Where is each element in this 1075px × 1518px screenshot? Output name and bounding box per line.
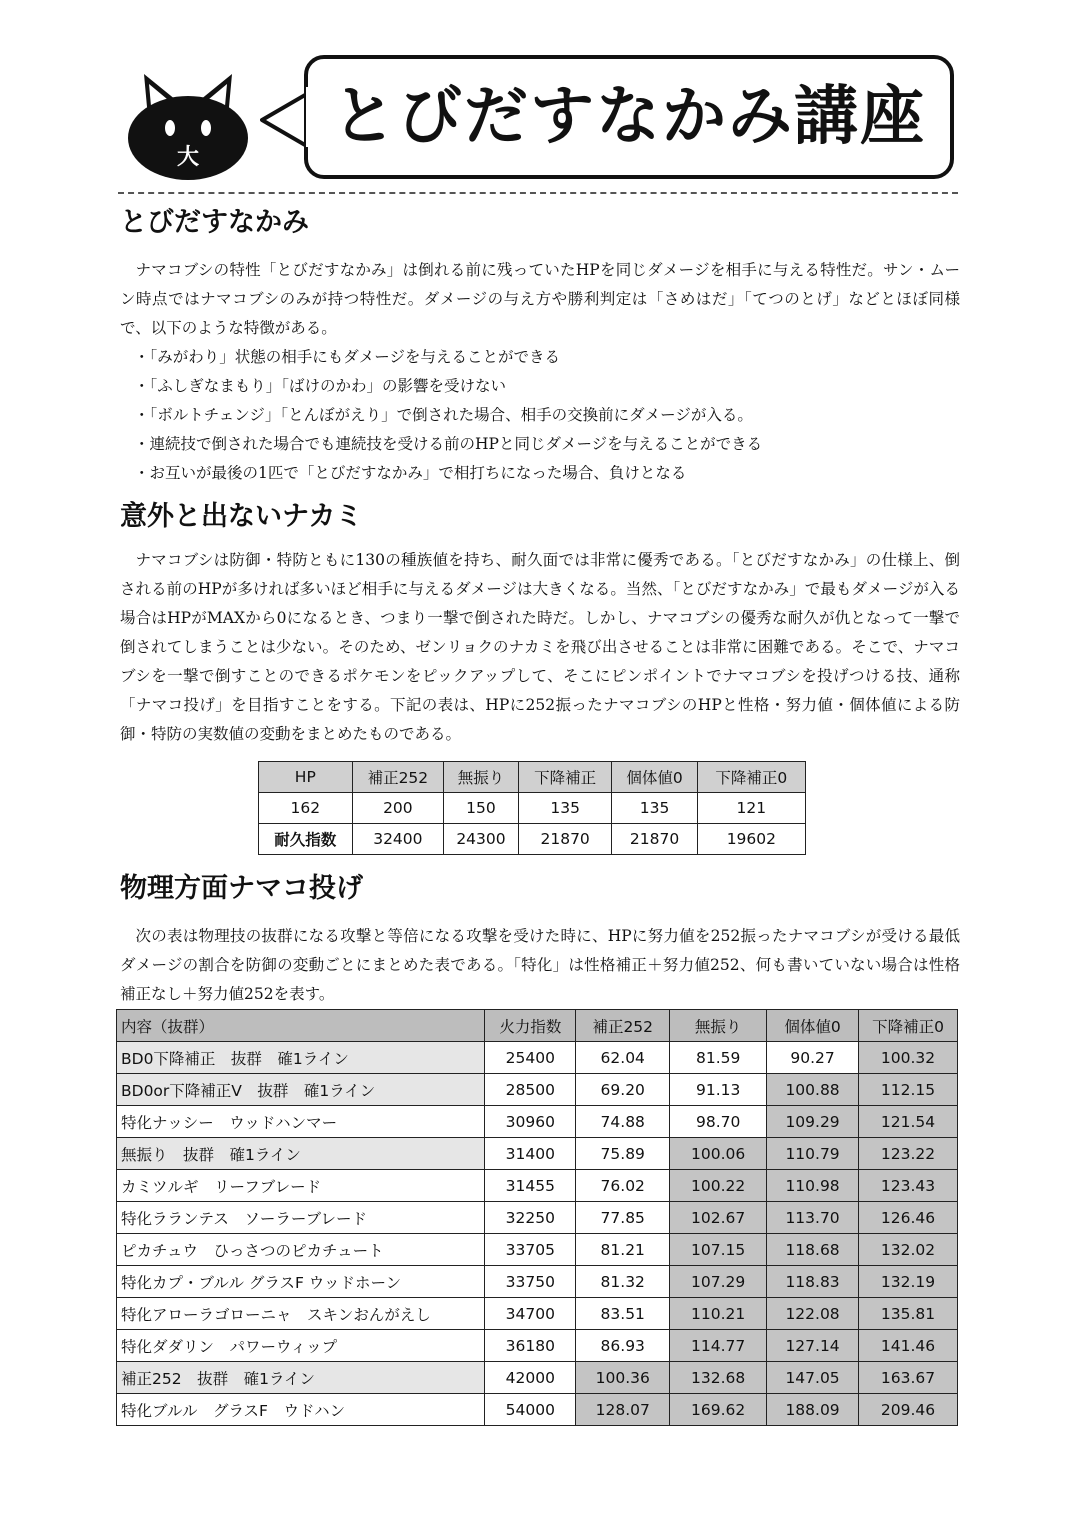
- table-cell: 25400: [485, 1042, 576, 1074]
- header-divider: [118, 192, 958, 194]
- table-cell: 33705: [485, 1234, 576, 1266]
- table-cell: 特化ナッシー ウッドハンマー: [117, 1106, 485, 1138]
- table-cell: 74.88: [576, 1106, 670, 1138]
- table-cell: 110.98: [767, 1170, 859, 1202]
- feature-list: [134, 343, 954, 488]
- table-cell: 36180: [485, 1330, 576, 1362]
- table-cell: 特化ラランテス ソーラーブレード: [117, 1202, 485, 1234]
- table-cell: 32400: [352, 824, 444, 855]
- table-cell: 209.46: [859, 1394, 958, 1426]
- table-cell: 113.70: [767, 1202, 859, 1234]
- table-cell: 21870: [518, 824, 612, 855]
- table-row: [117, 1042, 958, 1074]
- table-header-row: [117, 1010, 958, 1042]
- table-cell: 42000: [485, 1362, 576, 1394]
- table-cell: 無振り 抜群 確1ライン: [117, 1138, 485, 1170]
- table-cell: ピカチュウ ひっさつのピカチュート: [117, 1234, 485, 1266]
- table-cell: 121: [697, 793, 805, 824]
- table-cell: 81.21: [576, 1234, 670, 1266]
- table-row: [117, 1138, 958, 1170]
- table-header-cell: 無振り: [670, 1010, 767, 1042]
- table-cell: 21870: [612, 824, 697, 855]
- table-cell: 118.68: [767, 1234, 859, 1266]
- table-cell: 83.51: [576, 1298, 670, 1330]
- table-cell: 特化アローラゴローニャ スキンおんがえし: [117, 1298, 485, 1330]
- table-cell: 141.46: [859, 1330, 958, 1362]
- table-cell: 132.02: [859, 1234, 958, 1266]
- table-row: [117, 1234, 958, 1266]
- table-cell: 169.62: [670, 1394, 767, 1426]
- table-cell: 110.79: [767, 1138, 859, 1170]
- table-cell: 128.07: [576, 1394, 670, 1426]
- table-cell: BD0or下降補正V 抜群 確1ライン: [117, 1074, 485, 1106]
- table-cell: 75.89: [576, 1138, 670, 1170]
- table-row: [117, 1170, 958, 1202]
- physical-damage-table: [116, 1009, 958, 1426]
- table-cell: 123.43: [859, 1170, 958, 1202]
- table-cell: 100.36: [576, 1362, 670, 1394]
- table-cell: 54000: [485, 1394, 576, 1426]
- section2-body: ナマコブシは防御・特防ともに130の種族値を持ち、耐久面では非常に優秀である。「とびだすなかみ」の仕様上、倒される前のHPが多ければ多いほど相手に与えるダメージは大きくなる。当然、「とびだすなかみ」で最もダメージが入る場合はHPがMAXから0になるとき、つまり一撃で倒された時だ。しかし、ナマコブシの優秀な耐久が仇となって一撃で倒されてしまうことは少ない。そのため、ゼンリョクのナカミを飛び出させることは非常に困難である。そこで、ナマコブシを一撃で倒すことのできるポケモンをピックアップして、そこにピンポイントでナマコブシを投げつける技、通称「ナマコ投げ」を目指すことをする。下記の表は、HPに252振ったナマコブシのHPと性格・努力値・個体値による防御・特防の実数値の変動をまとめたものである。: [120, 551, 960, 743]
- table-cell: 147.05: [767, 1362, 859, 1394]
- table-cell: 28500: [485, 1074, 576, 1106]
- table-cell: 135: [518, 793, 612, 824]
- physical-damage-table-body: [117, 1010, 958, 1426]
- table-cell: 76.02: [576, 1170, 670, 1202]
- table-cell: 24300: [444, 824, 519, 855]
- table-row: [117, 1330, 958, 1362]
- bubble-joint: [306, 87, 314, 147]
- table-header-cell: 補正252: [352, 762, 444, 793]
- table-cell: 19602: [697, 824, 805, 855]
- section3-body: 次の表は物理技の抜群になる攻撃と等倍になる攻撃を受けた時に、HPに努力値を252振ったナマコブシが受ける最低ダメージの割合を防御の変動ごとにまとめた表である。「特化」は性格補正＋努力値252、何も書いていない場合は性格補正なし＋努力値252を表す。: [120, 927, 960, 1003]
- table-cell: 126.46: [859, 1202, 958, 1234]
- table-cell: 112.15: [859, 1074, 958, 1106]
- table-cell: 135.81: [859, 1298, 958, 1330]
- table-cell: 100.88: [767, 1074, 859, 1106]
- table-cell: 81.32: [576, 1266, 670, 1298]
- table-cell: 32250: [485, 1202, 576, 1234]
- section-heading-nakami: 意外と出ないナカミ: [120, 501, 363, 532]
- table-row: [259, 824, 806, 855]
- table-cell: 188.09: [767, 1394, 859, 1426]
- table-header-cell: 個体値0: [612, 762, 697, 793]
- table-cell: 200: [352, 793, 444, 824]
- table-row: [117, 1106, 958, 1138]
- table-header-cell: 下降補正0: [859, 1010, 958, 1042]
- table-cell: 69.20: [576, 1074, 670, 1106]
- table-cell: 77.85: [576, 1202, 670, 1234]
- table-cell: カミツルギ リーフブレード: [117, 1170, 485, 1202]
- table-cell: 132.19: [859, 1266, 958, 1298]
- table-cell: 135: [612, 793, 697, 824]
- page-title: とびだすなかみ講座: [332, 80, 926, 154]
- table-header-cell: HP: [259, 762, 353, 793]
- table-row: [117, 1074, 958, 1106]
- table-cell: BD0下降補正 抜群 確1ライン: [117, 1042, 485, 1074]
- table-cell: 100.22: [670, 1170, 767, 1202]
- list-item: ・ お互いが最後の1匹で「とびだすなかみ」で相打ちになった場合、負けとなる: [134, 459, 954, 488]
- table-row: [117, 1266, 958, 1298]
- section-heading-physical: 物理方面ナマコ投げ: [120, 873, 363, 904]
- table-row: [117, 1394, 958, 1426]
- table-row: [117, 1362, 958, 1394]
- table-row: [117, 1202, 958, 1234]
- table-cell: 30960: [485, 1106, 576, 1138]
- table-cell: 90.27: [767, 1042, 859, 1074]
- table-cell: 特化ブルル グラスF ウドハン: [117, 1394, 485, 1426]
- table-cell: 123.22: [859, 1138, 958, 1170]
- table-cell: 特化カプ・ブルル グラスF ウッドホーン: [117, 1266, 485, 1298]
- table-cell: 31400: [485, 1138, 576, 1170]
- table-header-cell: 火力指数: [485, 1010, 576, 1042]
- table-header-cell: 補正252: [576, 1010, 670, 1042]
- table-cell: 127.14: [767, 1330, 859, 1362]
- list-item: ・ 連続技で倒された場合でも連続技を受ける前のHPと同じダメージを与えることができる: [134, 430, 954, 459]
- table-cell: 121.54: [859, 1106, 958, 1138]
- table-row-label: 耐久指数: [259, 824, 353, 855]
- table-cell: 98.70: [670, 1106, 767, 1138]
- table-cell: 34700: [485, 1298, 576, 1330]
- table-cell: 107.29: [670, 1266, 767, 1298]
- table-cell: 86.93: [576, 1330, 670, 1362]
- table-cell: 100.06: [670, 1138, 767, 1170]
- mascot-label: 大: [176, 145, 200, 170]
- table-cell: 132.68: [670, 1362, 767, 1394]
- table-header-cell: 内容（抜群）: [117, 1010, 485, 1042]
- table-cell: 補正252 抜群 確1ライン: [117, 1362, 485, 1394]
- hp-defense-table: [258, 761, 806, 855]
- table-row: [259, 793, 806, 824]
- table-cell: 109.29: [767, 1106, 859, 1138]
- table-cell: 100.32: [859, 1042, 958, 1074]
- table-cell: 114.77: [670, 1330, 767, 1362]
- table-cell: 33750: [485, 1266, 576, 1298]
- list-item: ・ 「ふしぎなまもり」「ばけのかわ」の影響を受けない: [134, 372, 954, 401]
- page-header: [118, 55, 958, 185]
- table-cell: 110.21: [670, 1298, 767, 1330]
- list-item: ・ 「ボルトチェンジ」「とんぼがえり」で倒された場合、相手の交換前にダメージが入る。: [134, 401, 954, 430]
- table-header-cell: 無振り: [444, 762, 519, 793]
- table-cell: 31455: [485, 1170, 576, 1202]
- table-cell: 150: [444, 793, 519, 824]
- table-header-cell: 個体値0: [767, 1010, 859, 1042]
- section1-intro: ナマコブシの特性「とびだすなかみ」は倒れる前に残っていたHPを同じダメージを相手に与える特性だ。サン・ムーン時点ではナマコブシのみが持つ特性だ。ダメージの与え方や勝利判定は「さめはだ」「てつのとげ」などとほぼ同様で、以下のような特徴がある。: [120, 261, 960, 337]
- table-cell: 62.04: [576, 1042, 670, 1074]
- title-speech-bubble: [304, 55, 954, 179]
- table-cell: 107.15: [670, 1234, 767, 1266]
- table-cell: 81.59: [670, 1042, 767, 1074]
- table-header-cell: 下降補正: [518, 762, 612, 793]
- table-cell: 91.13: [670, 1074, 767, 1106]
- table-header-cell: 下降補正0: [697, 762, 805, 793]
- section-heading-tobidasu: とびだすなかみ: [120, 207, 309, 238]
- table-cell: 162: [259, 793, 353, 824]
- table-cell: 特化ダダリン パワーウィップ: [117, 1330, 485, 1362]
- cat-mascot-icon: [118, 60, 258, 180]
- table-cell: 102.67: [670, 1202, 767, 1234]
- table-header-row: [259, 762, 806, 793]
- list-item: ・ 「みがわり」状態の相手にもダメージを与えることができる: [134, 343, 954, 372]
- table-cell: 122.08: [767, 1298, 859, 1330]
- table-cell: 118.83: [767, 1266, 859, 1298]
- table-cell: 163.67: [859, 1362, 958, 1394]
- table-row: [117, 1298, 958, 1330]
